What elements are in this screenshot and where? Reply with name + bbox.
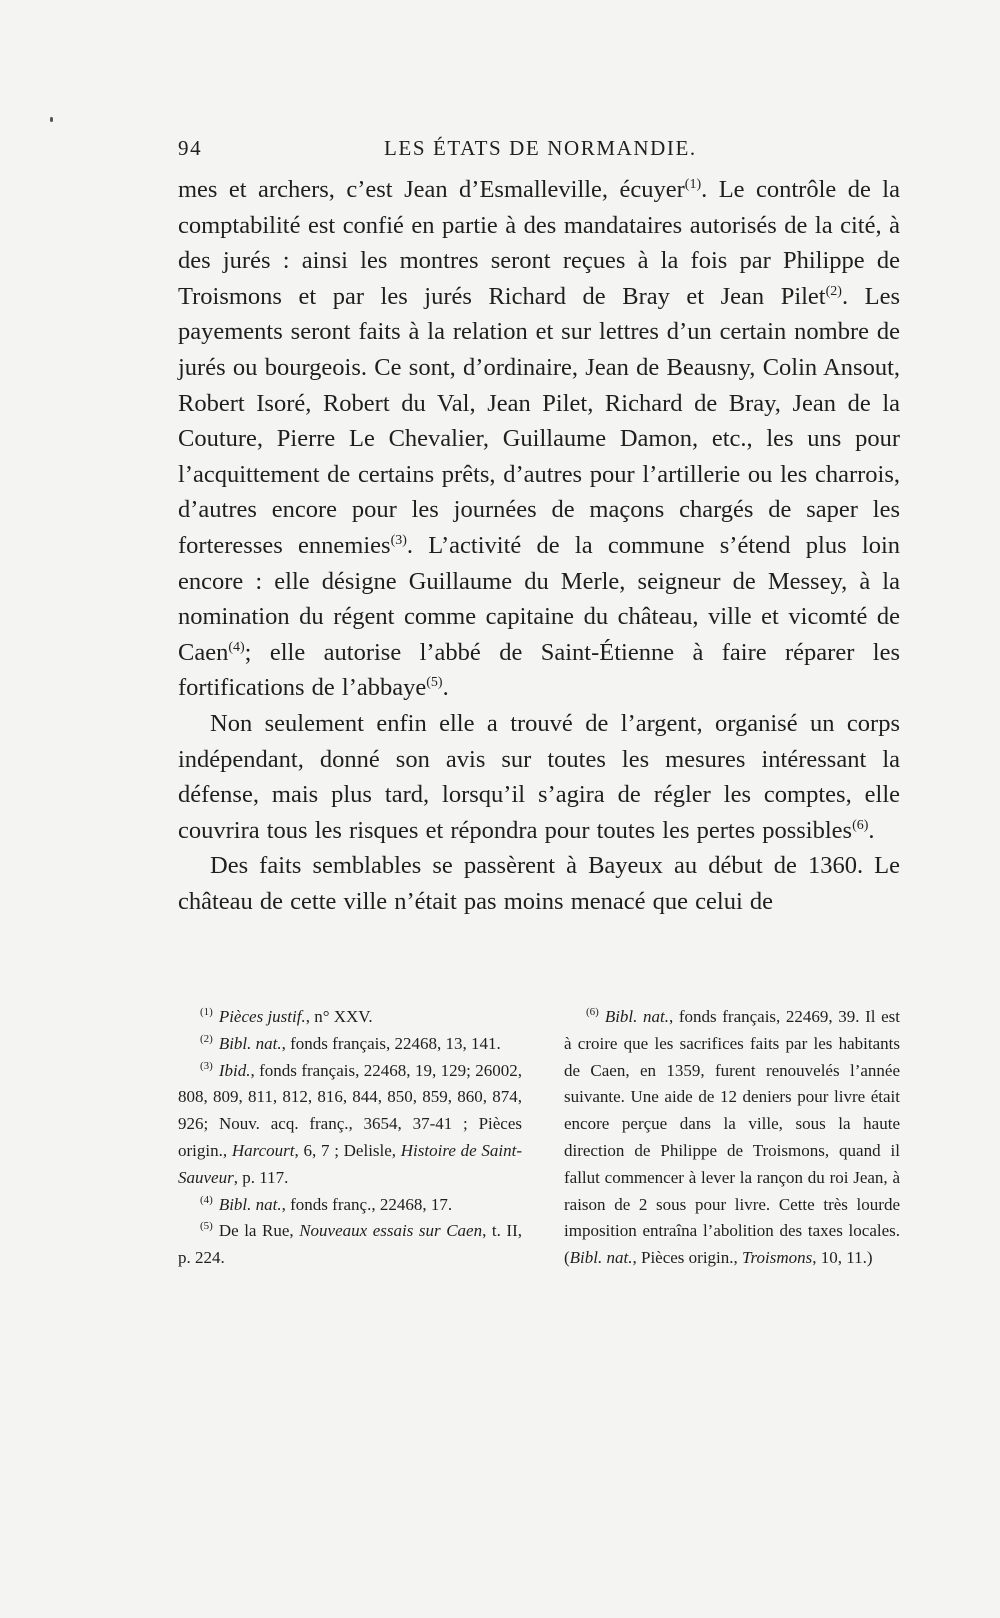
footnote-4: [178, 1192, 522, 1219]
paragraph-text: .: [442, 674, 449, 702]
paragraph-text: . L’activité de la commune s’étend plus loin encore : elle désigne Guillaume du Merle, seigneur de Messey, à la nomination du régent comme capitaine du château, ville et vicomté de Caen: [178, 531, 900, 666]
paragraph-text: Des faits semblables se passèrent à Bayeux au début de 1360. Le château de cette ville n’était pas moins menacé que celui de: [178, 852, 900, 915]
footnote-marker: (2): [200, 1032, 213, 1045]
paragraph-text: . Les payements seront faits à la relation et sur lettres d’un certain nombre de jurés ou bourgeois. Ce sont, d’ordinaire, Jean de Beausny, Colin Ansout, Robert Isoré, Robert du Val, Jean Pilet, Richard de Bray, Jean de la Couture, Pierre Le Chevalier, Guillaume Damon, etc., les uns pour l’acquittement de certains prêts, d’autres pour l’artillerie ou les charrois, d’autres encore pour les journées de maçons chargés de saper les forteresses ennemies: [178, 282, 900, 559]
paragraph-3: [178, 848, 900, 919]
footnotes-right-column: [564, 1004, 900, 1272]
footnote-ref-4: (4): [228, 639, 245, 655]
footnote-ref-6: (6): [852, 817, 869, 833]
running-title: LES ÉTATS DE NORMANDIE.: [384, 136, 697, 160]
paragraph-text: mes et archers, c’est Jean d’Esmalleville, écuyer: [178, 176, 685, 203]
footnote-marker: (1): [200, 1006, 213, 1018]
paragraph-1: [178, 172, 900, 706]
paragraph-2: [178, 706, 900, 848]
footnote-title: Nouveaux essais sur Caen: [299, 1221, 483, 1241]
footnote-title: Pièces justif.: [218, 1007, 306, 1026]
margin-speck: [50, 117, 53, 122]
footnotes-left-column: [178, 1004, 522, 1272]
footnote-title: Ibid.: [218, 1060, 251, 1080]
footnote-text: , 6, 7 ; Delisle,: [294, 1140, 401, 1160]
page-number: 94: [178, 136, 203, 160]
footnote-title: Bibl. nat.: [218, 1194, 282, 1214]
footnote-3: [178, 1058, 522, 1192]
footnote-marker: (3): [200, 1059, 213, 1072]
footnote-text: , fonds franç., 22468, 17.: [281, 1194, 453, 1214]
footnote-ref-2: (2): [825, 283, 842, 299]
footnote-text: , Pièces origin.,: [632, 1248, 743, 1268]
page-header: [178, 130, 898, 164]
footnote-ref-3: (3): [390, 532, 407, 548]
footnote-text: , p. 117.: [233, 1167, 289, 1187]
footnote-ref-1: (1): [684, 177, 702, 192]
footnote-title: Bibl. nat.: [218, 1033, 282, 1053]
footnote-marker: (4): [200, 1193, 213, 1206]
paragraph-text: ; elle autorise l’abbé de Saint-Étienne à faire réparer les fortifications de l’abbaye: [178, 638, 900, 702]
footnote-marker: (6): [586, 1006, 599, 1018]
paragraph-text: Non seulement enfin elle a trouvé de l’argent, organisé un corps indépendant, donné son avis sur toutes les mesures intéressant la défense, mais plus tard, lorsqu’il s’agira de régler les comptes, elle couvrira tous les risques et répondra pour toutes les pertes possibles: [178, 709, 900, 844]
footnote-text: De la Rue,: [218, 1221, 300, 1241]
footnote-title: Bibl. nat.: [569, 1248, 633, 1268]
footnote-text: , t. II, p. 224.: [178, 1221, 522, 1268]
footnote-title: Troismons: [742, 1248, 813, 1268]
footnote-ref-5: (5): [426, 675, 443, 691]
footnote-text: , fonds français, 22468, 13, 141.: [281, 1033, 501, 1053]
footnote-text: , fonds français, 22469, 39. Il est à croire que les sacrifices faits par les habitants de Caen, en 1359, furent renouvelés l’année suivante. Une aide de 12 deniers pour livre était encore perçue dans la ville, sous la haute direction de Philippe de Troismons, quand il fallut commencer à lever la rançon du roi Jean, à raison de 2 sous pour livre. Cette très lourde imposition entraîna l’abolition des taxes locales. (: [564, 1007, 900, 1268]
footnote-marker: (5): [200, 1220, 213, 1233]
footnote-5: [178, 1218, 522, 1272]
footnote-1: [178, 1004, 522, 1031]
footnote-text: , 10, 11.): [812, 1248, 873, 1268]
footnote-6: [564, 1004, 900, 1272]
paragraph-text: .: [868, 816, 875, 844]
footnote-text: , n° XXV.: [305, 1007, 373, 1026]
main-text: [178, 172, 900, 919]
footnote-2: [178, 1031, 522, 1058]
footnote-title: Harcourt: [231, 1140, 295, 1160]
footnote-title: Bibl. nat.: [604, 1007, 669, 1026]
paragraph-text: . Le contrôle de la comptabilité est confié en partie à des mandataires autorisés de la cité, à des jurés : ainsi les montres seront reçues à la fois par Philippe de Troismons et par les jurés Richard de Bray et Jean Pilet: [178, 176, 900, 310]
footnote-text: , fonds français, 22468, 19, 129; 26002, 808, 809, 811, 812, 816, 844, 850, 859, 860, 874, 926; Nouv. acq. franç., 3654, 37-41 ; Pièces origin.,: [178, 1060, 522, 1160]
footnote-title: Histoire de Saint-Sauveur: [178, 1140, 522, 1187]
